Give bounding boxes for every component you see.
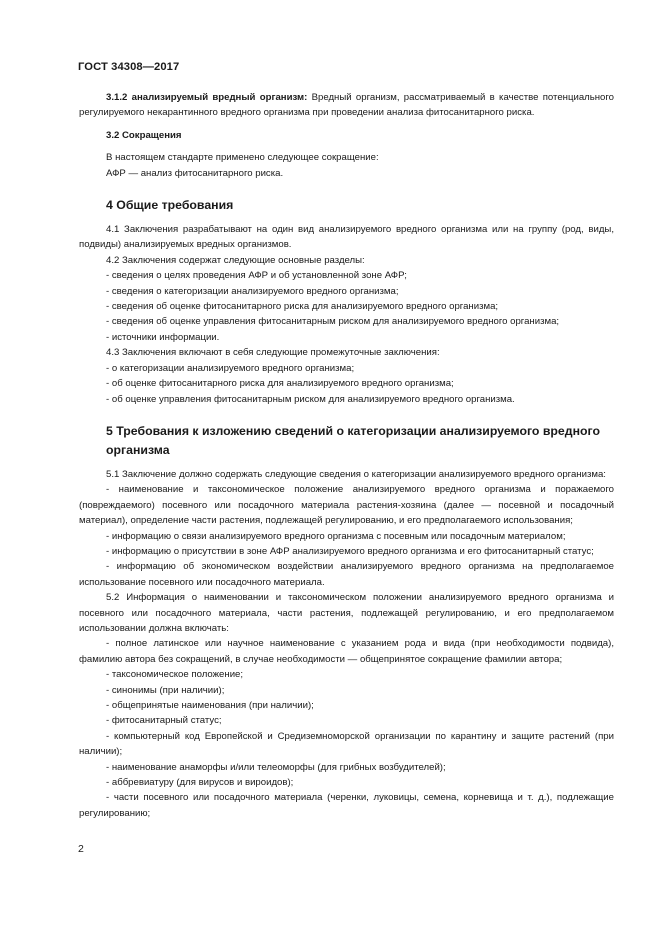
list-item: - информацию об экономическом воздействии анализируемого вредного организма на предполагаемое использование посевного или посадочного материала. — [79, 561, 614, 588]
list-item: - информацию о связи анализируемого вредного организма с посевным или посадочным материалом; — [106, 530, 566, 542]
list-item: - информацию о присутствии в зоне АФР анализируемого вредного организма и его фитосанитарный статус; — [106, 545, 594, 557]
page-body — [79, 90, 614, 821]
list-item: - об оценке управления фитосанитарным риском для анализируемого вредного организма. — [106, 393, 515, 405]
list-item: - аббревиатуру (для вирусов и вироидов); — [106, 777, 294, 789]
document-header: ГОСТ 34308—2017 — [78, 61, 180, 73]
section-heading-4: 4 Общие требования — [106, 198, 234, 213]
list-item: - таксономическое положение; — [106, 669, 244, 681]
list-item: - об оценке фитосанитарного риска для анализируемого вредного организма; — [106, 378, 454, 390]
abbreviation-item: АФР — анализ фитосанитарного риска. — [106, 167, 284, 179]
list-item: - общепринятые наименования (при наличии); — [106, 700, 314, 711]
list-item: - источники информации. — [106, 331, 220, 343]
clause-4-2: 4.2 Заключения содержат следующие основные разделы: — [106, 254, 365, 266]
page-number: 2 — [78, 843, 84, 855]
list-item: - сведения о категоризации анализируемого вредного организма; — [106, 285, 399, 297]
subsection-heading-3-2: 3.2 Сокращения — [106, 129, 182, 141]
list-item: - компьютерный код Европейской и Средиземноморской организации по карантину и защите растений (при наличии); — [79, 730, 614, 758]
list-item: - фитосанитарный статус; — [106, 715, 222, 727]
list-item: - сведения о целях проведения АФР и об установленной зоне АФР; — [106, 270, 407, 282]
list-item: - полное латинское или научное наименование с указанием рода и вида (при необходимости подвида), фамилию автора без сокращений, в случае необходимости — общепринятое сокращение фамилии автора; — [79, 638, 614, 665]
term-name: 3.1.2 анализируемый вредный организм: — [106, 92, 308, 103]
abbreviations-intro: В настоящем стандарте применено следующее сокращение: — [106, 152, 379, 164]
list-item: - наименование и таксономическое положение анализируемого вредного организма и поражаемого (повреждаемого) посевного или посадочного материала растения-хозяина (далее — посевной и посадочный материал), определение части растения, подлежащей регулированию, и его предполагаемого использования; — [79, 484, 614, 527]
list-item: - синонимы (при наличии); — [106, 684, 225, 696]
list-item: - части посевного или посадочного материала (черенки, луковицы, семена, корневища и т. д.), подлежащие регулированию; — [79, 792, 614, 819]
list-item: - о категоризации анализируемого вредного организма; — [106, 362, 355, 374]
clause-4-1: 4.1 Заключения разрабатывают на один вид анализируемого вредного организма или на группу (род, виды, подвиды) анализируемых вредных организмов. — [79, 224, 614, 251]
clause-4-3: 4.3 Заключения включают в себя следующие промежуточные заключения: — [106, 347, 440, 359]
section-heading-5: 5 Требования к изложению сведений о категоризации анализируемого вредного организма — [106, 423, 600, 457]
list-item: - сведения об оценке фитосанитарного риска для анализируемого вредного организма; — [106, 301, 499, 313]
list-item: - наименование анаморфы и/или телеоморфы (для грибных возбудителей); — [106, 761, 446, 773]
clause-5-1: 5.1 Заключение должно содержать следующие сведения о категоризации анализируемого вредного организма: — [106, 468, 606, 480]
clause-3-1-2 — [79, 90, 614, 121]
clause-5-2: 5.2 Информация о наименовании и таксономическом положении анализируемого вредного организма и посевного или посадочного материала, части растения, подлежащей регулированию, и его предполагаемом использовании должна включать: — [79, 592, 614, 634]
list-item: - сведения об оценке управления фитосанитарным риском для анализируемого вредного организма; — [106, 316, 560, 328]
term-definition: Вредный организм, рассматриваемый в качестве потенциального регулируемого некарантинного вредного организма при проведении анализа фитосанитарного риска. — [79, 92, 615, 119]
